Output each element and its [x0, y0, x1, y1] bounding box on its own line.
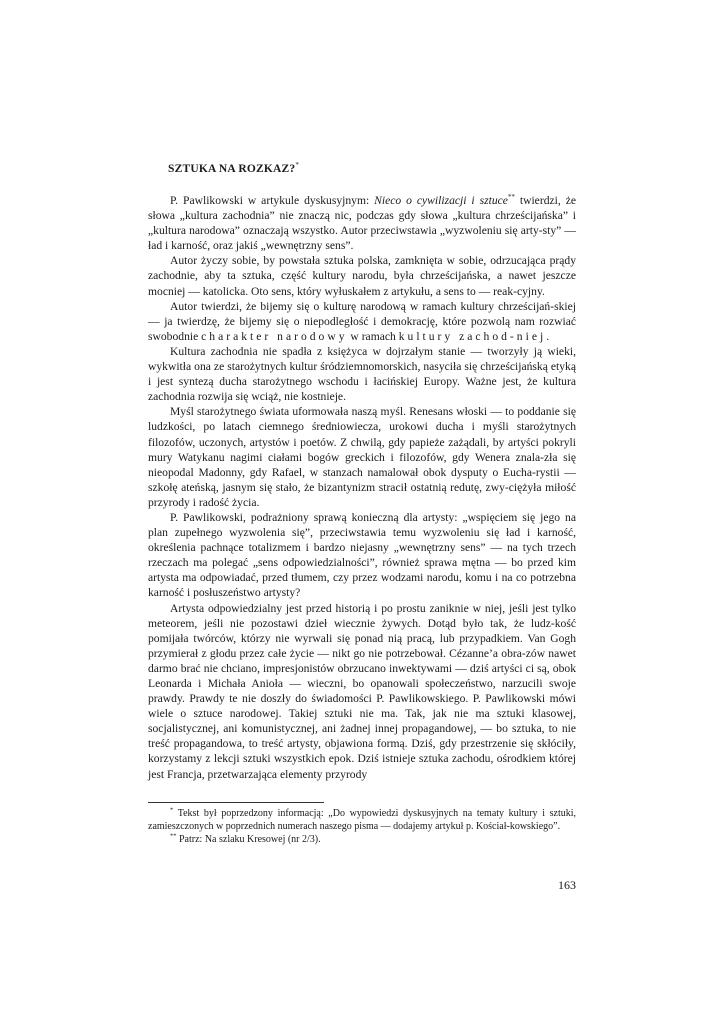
footnotes: [148, 807, 576, 846]
paragraph: Myśl starożytnego świata uformowała naszą myśl. Renesans włoski — to poddanie się ludzkości, po latach ciemnego średniowiecza, urokowi ducha i myśli starożytnych filozofów, uczonych, artystów i poetów. Z chwilą, gdy papieże zażądali, by artyści pokryli mury Watykanu nagimi ciałami bogów greckich i filozofów, gdy Wenera znala-zła się nieopodal Madonny, gdy Rafael, w stanzach namalował obok dysputy o Eucha-rystii — szkołę ateńską, jasnym się stało, że bizantynizm stracił ostatnią redutę, zwy-ciężyła miłość przyrody i radość życia.: [148, 405, 576, 509]
article-title: SZTUKA NA ROZKAZ?*: [168, 161, 300, 175]
page-number: 163: [558, 878, 576, 892]
paragraph: Autor życzy sobie, by powstała sztuka polska, zamknięta w sobie, odrzucająca prądy zachodnie, aby ta sztuka, część kultury narodu, była chrześcijańska, a nawet jeszcze mocniej — katolicka. Oto sens, który wyłuskałem z artykułu, a sens to — reak-cyjny.: [148, 254, 576, 298]
paragraph: P. Pawlikowski, podrażniony sprawą konieczną dla artysty: „wspięciem się jego na plan zupełnego wyzwolenia się”, przeciwstawia temu wyzwoleniu się ład i karność, określenia pachnące totalizmem i bardzo niejasny „wewnętrzny sens” — na tych trzech rzeczach ma polegać „sens odpowiedzialności”, również sprawa mętna — bo przed kim artysta ma odpowiadać, przed tłumem, czy przez wodzami narodu, komu i na co potrzebna karność i posłuszeństwo artysty?: [148, 510, 576, 600]
paragraph: Kultura zachodnia nie spadła z księżyca w dojrzałym stanie — tworzyły ją wieki, wykwitła ona ze starożytnych kultur śródziemnomorskich, nasyciła się chrześcijańską etyką i jest syntezą ducha starożytnego wschodu i łacińskiej Europy. Ważne jest, że kultura zachodnia rozwija się wciąż, nie kostnieje.: [148, 344, 576, 404]
paragraph: Artysta odpowiedzialny jest przed historią i po prostu zaniknie w niej, jeśli jest tylko meteorem, jeśli nie pozostawi dzieł wiecznie żywych. Dotąd było tak, że ludz-kość pomijała twórców, którzy nie wyrwali się ponad nią pracą, lub przypadkiem. Van Gogh przymierał z głodu przez całe życie — nikt go nie potrzebował. Cézanne’a obra-zów nawet darmo brać nie chciano, impresjonistów obrzucano inwektywami — dziś artyści ci są, obok Leonarda i Michała Anioła — wieczni, bo opanowali społeczeństwo, narzucili swoje prawdy. Prawdy te nie doszły do świadomości P. Pawlikowskiego. P. Pawlikowski mówi wiele o sztuce narodowej. Takiej sztuki nie ma. Tak, jak nie ma sztuki klasowej, socjalistycznej, ani komunistycznej, ani żadnej innej propagandowej, — bo sztuka, to nie treść propagandowa, to treść artysty, objawiona formą. Dziś, gdy przestrzenie się skłóciły, korzystamy z lekcji sztuki wszystkich epok. Dziś istnieje sztuka zachodu, ośrodkiem której jest Francja, przetwarzająca elementy przyrody: [148, 601, 576, 781]
article-body: [148, 193, 576, 782]
footnote: * Tekst był poprzedzony informacją: „Do wypowiedzi dyskusyjnych na tematy kultury i sztuki, zamieszczonych w poprzednich numerach naszego pisma — dodajemy artykuł p. Kościał-kowskiego”.: [148, 806, 576, 832]
title-footnote-marker: *: [295, 161, 300, 169]
footnote-divider: [148, 802, 324, 803]
paragraph: Autor twierdzi, że bijemy się o kulturę narodową w ramach kultury chrześcijań-skiej — ja twierdzę, że bijemy się o niepodległość i demokrację, które pozwolą nam rozwiać swobodnie charakter narodowy w ramach kultury zachod-niej.: [148, 299, 576, 343]
paragraph: P. Pawlikowski w artykule dyskusyjnym: Nieco o cywilizacji i sztuce** twierdzi, że słowa „kultura zachodnia” nie znaczą nic, podczas gdy słowa „kultura chrześcijańska” i „kultura narodowa” oznaczają wszystko. Autor przeciwstawia „wyzwoleniu się arty-sty” — ład i karność, oraz jakiś „wewnętrzny sens”.: [148, 193, 576, 253]
footnote: ** Patrz: Na szlaku Kresowej (nr 2/3).: [170, 832, 321, 845]
